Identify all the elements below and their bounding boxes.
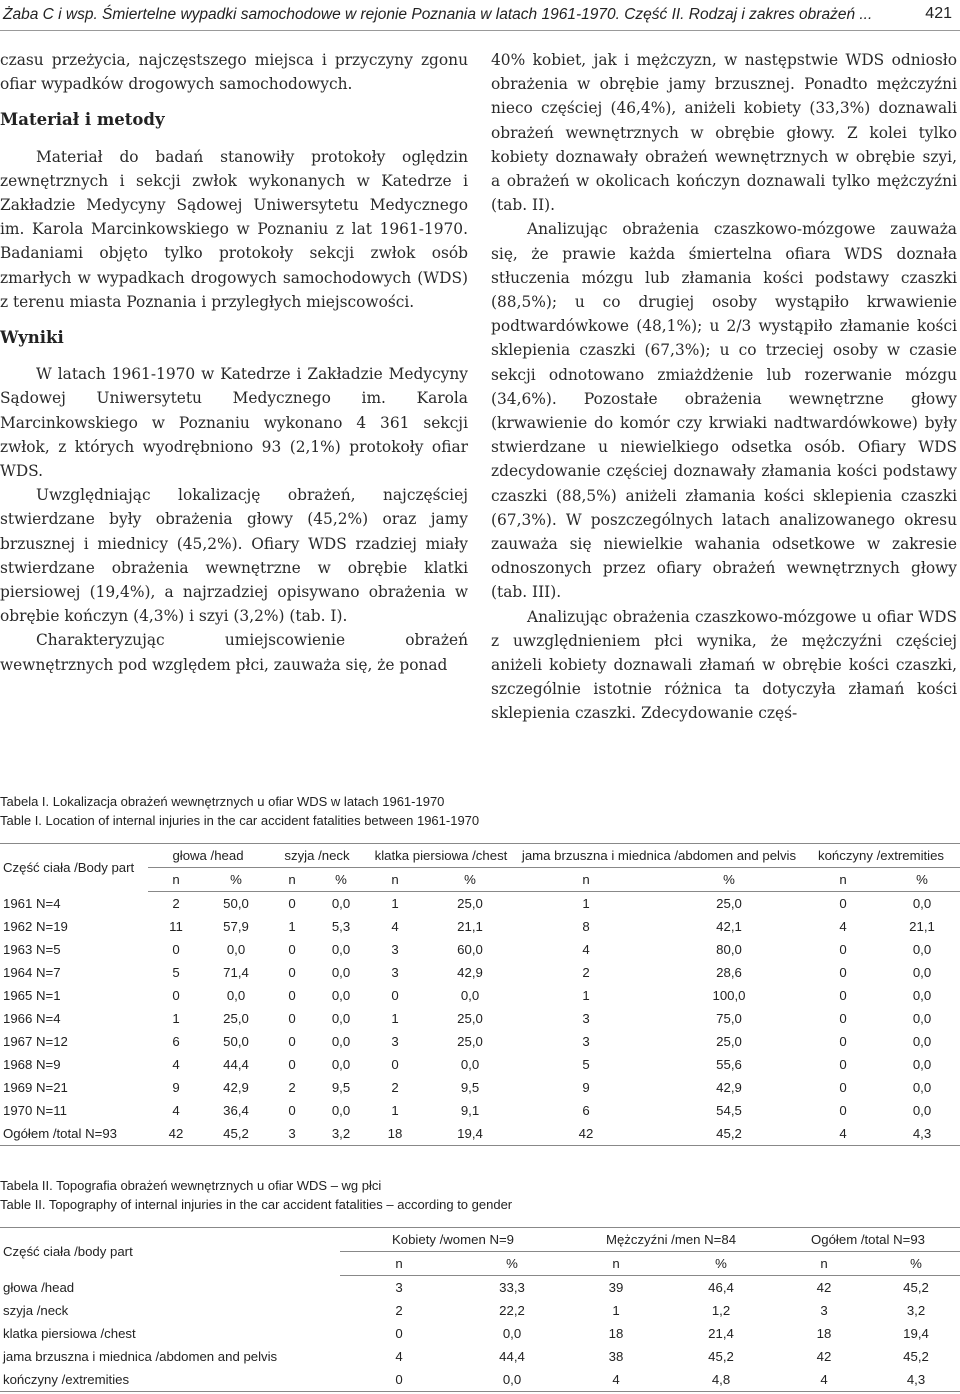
table-1 bbox=[0, 843, 960, 1146]
table-cell: 0,0 bbox=[226, 988, 246, 1003]
table-cell: 44,4 bbox=[499, 1349, 525, 1364]
table-cell: 4 bbox=[582, 942, 590, 957]
column-n-header: n bbox=[776, 1252, 872, 1276]
table-row bbox=[0, 938, 960, 961]
table-cell: 100,0 bbox=[712, 988, 746, 1003]
table-cell: 0 bbox=[391, 988, 399, 1003]
table-cell: 4 bbox=[391, 919, 399, 934]
table-cell: 4 bbox=[395, 1349, 403, 1364]
table-cell: 42 bbox=[168, 1126, 184, 1141]
table-cell: 8 bbox=[582, 919, 590, 934]
table-cell: 46,4 bbox=[708, 1280, 734, 1295]
table-row bbox=[0, 1322, 960, 1345]
table-cell: 0,0 bbox=[331, 1011, 351, 1026]
table-cell: 0,0 bbox=[912, 1011, 932, 1026]
table-cell: 5,3 bbox=[331, 919, 351, 934]
table-cell: 4,3 bbox=[912, 1126, 932, 1141]
table-cell: 6 bbox=[172, 1034, 180, 1049]
table-cell: 0 bbox=[839, 988, 847, 1003]
table-cell: 1 bbox=[391, 1103, 399, 1118]
table-cell: 0,0 bbox=[912, 965, 932, 980]
table-cell: 25,0 bbox=[716, 896, 742, 911]
table-cell: 9,5 bbox=[460, 1080, 480, 1095]
table-cell: 0,0 bbox=[331, 1034, 351, 1049]
table-cell: 18 bbox=[816, 1326, 832, 1341]
column-percent-header: % bbox=[458, 1252, 566, 1276]
table-cell: 0,0 bbox=[912, 896, 932, 911]
table-cell: 3 bbox=[582, 1034, 590, 1049]
table-cell: 25,0 bbox=[457, 896, 483, 911]
row-label: 1970 N=11 bbox=[3, 1103, 67, 1118]
table-cell: 3 bbox=[391, 1034, 399, 1049]
table-cell: 45,2 bbox=[716, 1126, 742, 1141]
row-label: 1967 N=12 bbox=[3, 1034, 68, 1049]
table-cell: 5 bbox=[582, 1057, 590, 1072]
row-label: 1966 N=4 bbox=[3, 1011, 61, 1026]
right-paragraph-1: 40% kobiet, jak i mężczyzn, w następstwie WDS odniosło obrażenia w obrębie jamy brzusznej. Ponadto mężczyźni nieco częściej (46,4%), aniżeli kobiety (33,3%) doznawali obrażeń wewnętrznych w obrębie głowy. Z kolei tylko kobiety doznawały obrażeń wewnętrznych w obrębie szyi, a obrażeń w okolicach kończyn doznawali tylko mężczyźni (tab. II). bbox=[491, 51, 957, 215]
table-cell: 3 bbox=[582, 1011, 590, 1026]
table-cell: 0 bbox=[839, 1011, 847, 1026]
row-label: 1963 N=5 bbox=[3, 942, 61, 957]
table-cell: 4 bbox=[172, 1057, 180, 1072]
table-cell: 2 bbox=[288, 1080, 296, 1095]
table-cell: 42,9 bbox=[716, 1080, 742, 1095]
table1-group-chest: klatka piersiowa /chest bbox=[366, 844, 516, 868]
table-cell: 25,0 bbox=[457, 1011, 483, 1026]
table-cell: 75,0 bbox=[716, 1011, 742, 1026]
table-cell: 0 bbox=[839, 965, 847, 980]
table2-row-header: Część ciała /body part bbox=[3, 1244, 133, 1260]
table-cell: 45,2 bbox=[903, 1349, 929, 1364]
table-cell: 33,3 bbox=[499, 1280, 525, 1295]
table-cell: 0,0 bbox=[460, 1057, 480, 1072]
table2-caption bbox=[0, 1176, 512, 1214]
table-cell: 39 bbox=[608, 1280, 624, 1295]
table-cell: 38 bbox=[608, 1349, 624, 1364]
table-row bbox=[0, 961, 960, 984]
table1-caption bbox=[0, 792, 479, 830]
table2-group-total: Ogółem /total N=93 bbox=[776, 1228, 960, 1252]
table2-group-men: Mężczyźni /men N=84 bbox=[566, 1228, 776, 1252]
table1-caption-pl: Tabela I. Lokalizacja obrażeń wewnętrznych u ofiar WDS w latach 1961-1970 bbox=[0, 794, 445, 809]
column-percent-header: % bbox=[424, 868, 516, 892]
table-cell: 6 bbox=[582, 1103, 590, 1118]
table-cell: 18 bbox=[387, 1126, 403, 1141]
row-label: kończyny /extremities bbox=[3, 1372, 130, 1387]
table-row bbox=[0, 892, 960, 916]
table-cell: 5 bbox=[172, 965, 180, 980]
table-cell: 19,4 bbox=[903, 1326, 929, 1341]
table-cell: 0,0 bbox=[912, 988, 932, 1003]
left-column bbox=[0, 48, 468, 677]
table-cell: 1 bbox=[582, 896, 590, 911]
table-cell: 18 bbox=[608, 1326, 624, 1341]
table-cell: 11 bbox=[169, 919, 183, 934]
table1-group-neck: szyja /neck bbox=[268, 844, 366, 868]
table-cell: 22,2 bbox=[499, 1303, 525, 1318]
column-n-header: n bbox=[566, 1252, 666, 1276]
table-cell: 0,0 bbox=[912, 1034, 932, 1049]
table-cell: 25,0 bbox=[223, 1011, 249, 1026]
table-cell: 4 bbox=[839, 919, 847, 934]
row-label: 1968 N=9 bbox=[3, 1057, 61, 1072]
table-cell: 0 bbox=[288, 896, 296, 911]
table-row bbox=[0, 1276, 960, 1300]
table-cell: 50,0 bbox=[223, 896, 249, 911]
column-n-header: n bbox=[366, 868, 424, 892]
table-cell: 2 bbox=[391, 1080, 399, 1095]
table-cell: 1 bbox=[612, 1303, 620, 1318]
table-cell: 0,0 bbox=[331, 1057, 351, 1072]
table-cell: 50,0 bbox=[223, 1034, 249, 1049]
table-cell: 9 bbox=[582, 1080, 590, 1095]
table-cell: 25,0 bbox=[457, 1034, 483, 1049]
results-paragraph-2: Uwzględniając lokalizację obrażeń, najczęściej stwierdzane były obrażenia głowy (45,2%) oraz jamy brzusznej i miednicy (45,2%). Ofiary WDS rzadziej miały stwierdzane obrażenia wewnętrzne w obrębie klatki piersiowej (19,4%), a najrzadziej opisywano obrażenia w obrębie kończyn (4,3%) i szyi (3,2%) (tab. I). bbox=[0, 486, 468, 626]
table-cell: 4,8 bbox=[711, 1372, 731, 1387]
table-cell: 25,0 bbox=[716, 1034, 742, 1049]
table-cell: 3 bbox=[395, 1280, 403, 1295]
results-paragraph-3: Charakteryzując umiejscowienie obrażeń wewnętrznych pod względem płci, zauważa się, że ponad bbox=[0, 631, 468, 674]
table-cell: 1 bbox=[288, 919, 296, 934]
table-cell: 4 bbox=[172, 1103, 180, 1118]
table-cell: 0 bbox=[839, 1057, 847, 1072]
table-cell: 19,4 bbox=[457, 1126, 483, 1141]
page-number: 421 bbox=[925, 5, 952, 22]
table-cell: 0,0 bbox=[912, 1103, 932, 1118]
table-cell: 0 bbox=[288, 988, 296, 1003]
table-cell: 0 bbox=[172, 942, 180, 957]
table-row bbox=[0, 1007, 960, 1030]
column-percent-header: % bbox=[316, 868, 366, 892]
table-cell: 42,9 bbox=[223, 1080, 249, 1095]
table-cell: 45,2 bbox=[223, 1126, 249, 1141]
table-cell: 60,0 bbox=[457, 942, 483, 957]
table-cell: 0 bbox=[391, 1057, 399, 1072]
column-n-header: n bbox=[516, 868, 656, 892]
column-n-header: n bbox=[340, 1252, 458, 1276]
table-cell: 0,0 bbox=[502, 1372, 522, 1387]
table-cell: 45,2 bbox=[903, 1280, 929, 1295]
table1-caption-en: Table I. Location of internal injuries in the car accident fatalities between 1961-1970 bbox=[0, 813, 480, 828]
row-label: 1962 N=19 bbox=[3, 919, 68, 934]
table-cell: 55,6 bbox=[716, 1057, 742, 1072]
table-cell: 54,5 bbox=[716, 1103, 742, 1118]
column-n-header: n bbox=[802, 868, 884, 892]
table-cell: 0 bbox=[395, 1326, 403, 1341]
table-cell: 44,4 bbox=[223, 1057, 249, 1072]
table-cell: 3 bbox=[391, 965, 399, 980]
table-cell: 0,0 bbox=[912, 1080, 932, 1095]
table-row bbox=[0, 1030, 960, 1053]
right-column bbox=[491, 48, 957, 726]
table-cell: 1,2 bbox=[711, 1303, 731, 1318]
table-cell: 0,0 bbox=[331, 988, 351, 1003]
column-percent-header: % bbox=[656, 868, 802, 892]
table-cell: 1 bbox=[172, 1011, 180, 1026]
table-cell: 0 bbox=[288, 1034, 296, 1049]
table-row bbox=[0, 1345, 960, 1368]
methods-heading: Materiał i metody bbox=[0, 110, 165, 130]
table-cell: 21,1 bbox=[457, 919, 483, 934]
table-cell: 45,2 bbox=[708, 1349, 734, 1364]
table-cell: 42 bbox=[816, 1280, 832, 1295]
table-cell: 0,0 bbox=[912, 942, 932, 957]
table-cell: 0 bbox=[288, 1011, 296, 1026]
column-percent-header: % bbox=[666, 1252, 776, 1276]
table-cell: 3,2 bbox=[331, 1126, 351, 1141]
table-cell: 0 bbox=[288, 965, 296, 980]
table-cell: 4 bbox=[612, 1372, 620, 1387]
table-cell: 0 bbox=[839, 942, 847, 957]
table-cell: 0,0 bbox=[331, 896, 351, 911]
table-cell: 3 bbox=[288, 1126, 296, 1141]
table-cell: 0,0 bbox=[226, 942, 246, 957]
table-cell: 1 bbox=[582, 988, 590, 1003]
table-cell: 0 bbox=[395, 1372, 403, 1387]
row-label: 1961 N=4 bbox=[3, 895, 61, 911]
table-cell: 0,0 bbox=[460, 988, 480, 1003]
table-cell: 0,0 bbox=[331, 942, 351, 957]
running-title: Żaba C i wsp. Śmiertelne wypadki samochodowe w rejonie Poznania w latach 1961-1970. Część II. Rodzaj i zakres obrażeń ... bbox=[3, 6, 873, 23]
table-cell: 42 bbox=[816, 1349, 832, 1364]
column-n-header: n bbox=[148, 868, 204, 892]
table-cell: 0 bbox=[288, 1057, 296, 1072]
table-row bbox=[0, 1053, 960, 1076]
table1-group-extremities: kończyny /extremities bbox=[802, 844, 960, 868]
header-rule bbox=[0, 30, 960, 31]
table2-group-women: Kobiety /women N=9 bbox=[340, 1228, 566, 1252]
table-cell: 3,2 bbox=[906, 1303, 926, 1318]
row-label: jama brzuszna i miednica /abdomen and pelvis bbox=[3, 1349, 278, 1364]
table-cell: 0,0 bbox=[912, 1057, 932, 1072]
right-paragraph-2: Analizując obrażenia czaszkowo-mózgowe zauważa się, że prawie każda śmiertelna ofiara WDS doznała stłuczenia mózgu lub złamania kości podstawy czaszki (88,5%); u co drugiej osoby wystąpiło krwawienie podtwardówkowe (48,1%); u 2/3 wystąpiło złamanie kości sklepienia czaszki (67,3%); u co trzeciej osoby w czasie sekcji odnotowano zmiażdżenie lub rozerwanie mózgu (34,6%). Pozostałe obrażenia wewnętrzne głowy (krwawienie do komór czy krwiaki nadtwardówkowe) były stwierdzane u niewielkiego odsetka osób. Ofiary WDS zdecydowanie częściej doznawały złamania kości podstawy czaszki (88,5%) aniżeli złamania kości sklepienia czaszki (67,3%). W poszczególnych latach analizowanego okresu zauważa się niewielkie wahania odsetkowe w zakresie odnoszonych przez ofiary obrażeń wewnętrznych głowy (tab. III). bbox=[491, 220, 957, 602]
table-row bbox=[0, 1076, 960, 1099]
table-cell: 0 bbox=[839, 1034, 847, 1049]
table-cell: 1 bbox=[391, 1011, 399, 1026]
table-cell: 4 bbox=[839, 1126, 847, 1141]
table-cell: 21,4 bbox=[708, 1326, 734, 1341]
table1-row-header: Część ciała /Body part bbox=[3, 860, 135, 876]
table-cell: 28,6 bbox=[716, 965, 742, 980]
table-cell: 1 bbox=[391, 896, 399, 911]
methods-paragraph: Materiał do badań stanowiły protokoły oględzin zewnętrznych i sekcji zwłok wykonanych w Katedrze i Zakładzie Medycyny Sądowej Uniwersytetu Medycznego im. Karola Marcinkowskiego w Poznaniu z lat 1961-1970. Badaniami objęto tylko protokoły sekcji zwłok osób zmarłych w wypadkach drogowych samochodowych (WDS) z terenu miasta Poznania i przyległych miejscowości. bbox=[0, 147, 468, 311]
table-cell: 9 bbox=[172, 1080, 180, 1095]
table-cell: 0 bbox=[839, 1103, 847, 1118]
table-cell: 4,3 bbox=[906, 1372, 926, 1387]
table-cell: 0 bbox=[172, 988, 180, 1003]
table2-caption-en: Table II. Topography of internal injuries in the car accident fatalities – according to gender bbox=[0, 1197, 513, 1212]
table-cell: 0,0 bbox=[331, 965, 351, 980]
table-cell: 0,0 bbox=[502, 1326, 522, 1341]
table-cell: 0 bbox=[839, 1080, 847, 1095]
table-cell: 42,1 bbox=[716, 919, 742, 934]
table-cell: 0 bbox=[288, 1103, 296, 1118]
table-cell: 2 bbox=[395, 1303, 403, 1318]
table1-group-abdomen: jama brzuszna i miednica /abdomen and pelvis bbox=[516, 844, 802, 868]
table-cell: 2 bbox=[582, 965, 590, 980]
table-cell: 21,1 bbox=[909, 919, 935, 934]
right-paragraph-3: Analizując obrażenia czaszkowo-mózgowe u ofiar WDS z uwzględnieniem płci wynika, że mężczyźni częściej aniżeli kobiety doznawali złamań w obrębie kości czaszki, szczególnie istotnie różnica ta dotyczyła złamań kości sklepienia czaszki. Zdecydowanie częś- bbox=[491, 607, 957, 723]
running-header bbox=[0, 4, 960, 28]
table-cell: 9,5 bbox=[331, 1080, 351, 1095]
table-cell: 2 bbox=[172, 896, 180, 911]
results-heading: Wyniki bbox=[0, 328, 64, 348]
table1-group-head: głowa /head bbox=[148, 844, 268, 868]
table-row bbox=[0, 1099, 960, 1122]
column-n-header: n bbox=[268, 868, 316, 892]
table-cell: 9,1 bbox=[460, 1103, 480, 1118]
table2-caption-pl: Tabela II. Topografia obrażeń wewnętrznych u ofiar WDS – wg płci bbox=[0, 1178, 382, 1193]
table-cell: 36,4 bbox=[223, 1103, 249, 1118]
results-paragraph-1: W latach 1961-1970 w Katedrze i Zakładzie Medycyny Sądowej Uniwersytetu Medycznego im. Karola Marcinkowskiego w Poznaniu wykonano 4 361 sekcji zwłok, z których wyodrębniono 93 (2,1%) protokoły ofiar WDS. bbox=[0, 365, 468, 481]
table-row bbox=[0, 984, 960, 1007]
row-label: klatka piersiowa /chest bbox=[3, 1326, 136, 1341]
row-label: 1965 N=1 bbox=[3, 988, 61, 1003]
table-cell: 42,9 bbox=[457, 965, 483, 980]
table-row bbox=[0, 915, 960, 938]
row-label: głowa /head bbox=[3, 1279, 75, 1295]
table-cell: 57,9 bbox=[223, 919, 249, 934]
intro-paragraph: czasu przeżycia, najczęstszego miejsca i przyczyny zgonu ofiar wypadków drogowych samochodowych. bbox=[0, 51, 468, 94]
table-cell: 0 bbox=[839, 896, 847, 911]
table-row bbox=[0, 1299, 960, 1322]
table-cell: 3 bbox=[391, 942, 399, 957]
row-label: 1969 N=21 bbox=[3, 1080, 68, 1095]
table-cell: 71,4 bbox=[223, 965, 249, 980]
table-row bbox=[0, 1368, 960, 1392]
column-percent-header: % bbox=[872, 1252, 960, 1276]
table-cell: 4 bbox=[820, 1372, 828, 1387]
table-cell: 3 bbox=[820, 1303, 828, 1318]
row-label: Ogółem /total N=93 bbox=[3, 1126, 117, 1141]
row-label: 1964 N=7 bbox=[3, 965, 61, 980]
column-percent-header: % bbox=[204, 868, 268, 892]
row-label: szyja /neck bbox=[3, 1303, 69, 1318]
table-2 bbox=[0, 1227, 960, 1392]
table-row bbox=[0, 1122, 960, 1146]
table-cell: 80,0 bbox=[716, 942, 742, 957]
table-cell: 0,0 bbox=[331, 1103, 351, 1118]
table-cell: 42 bbox=[578, 1126, 594, 1141]
table-cell: 0 bbox=[288, 942, 296, 957]
column-percent-header: % bbox=[884, 868, 960, 892]
